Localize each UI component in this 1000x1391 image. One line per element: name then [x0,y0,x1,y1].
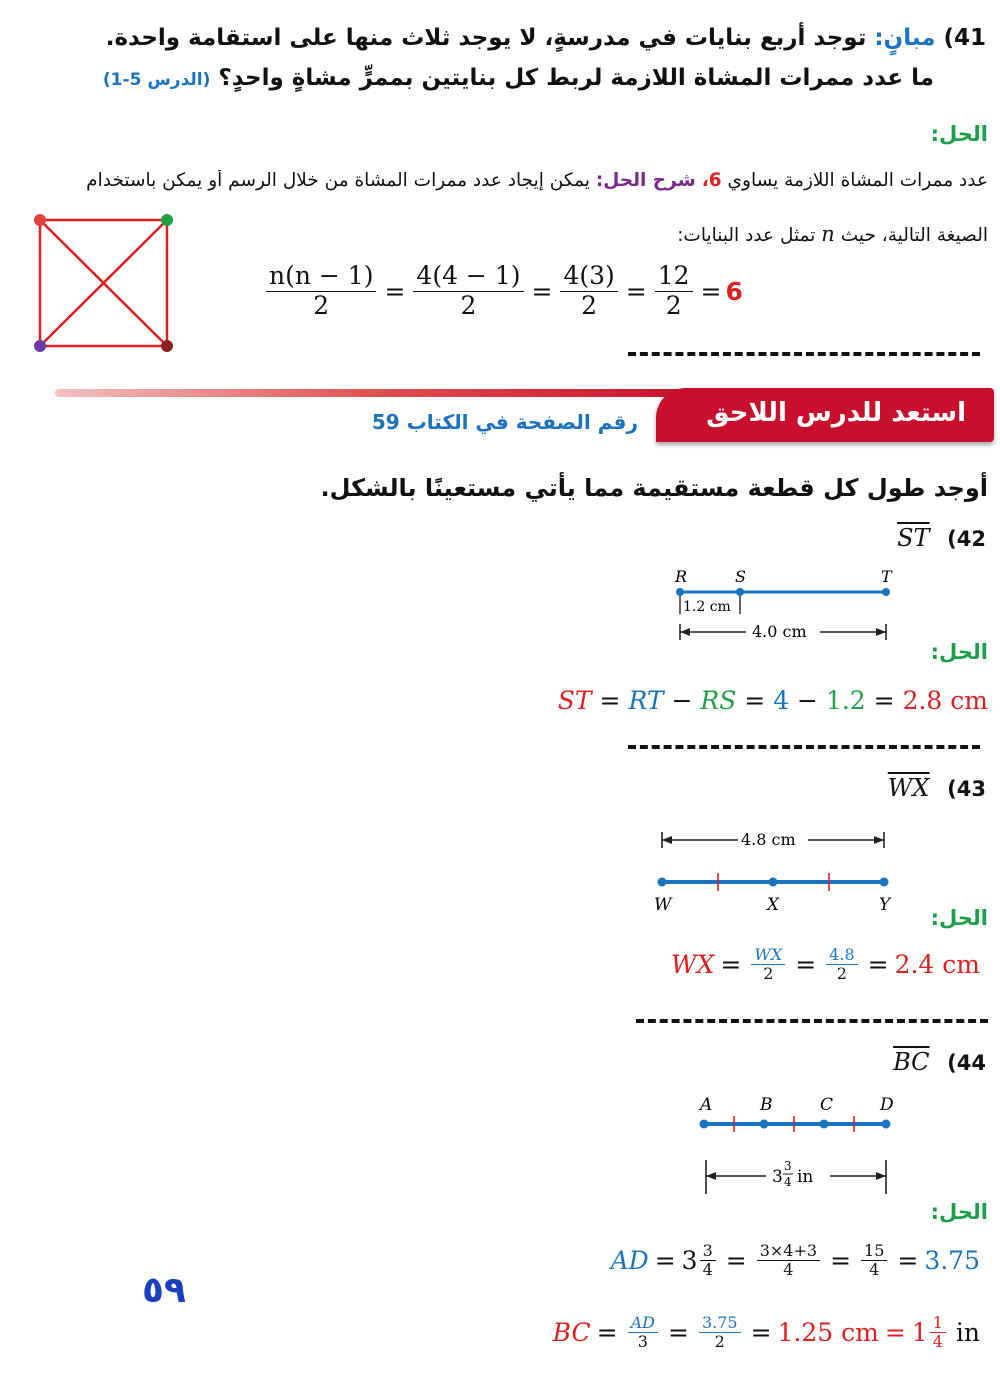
q44-number: 44) [947,1051,986,1075]
eq-sign: = [654,1246,676,1276]
q44-equation2 [553,1314,980,1352]
len-den: 4 [784,1175,792,1189]
q44-eq1-frac2 [757,1242,820,1280]
label-w: W [654,895,672,915]
q41-frac2-den: 2 [460,290,477,320]
len-num: 3 [784,1159,792,1173]
q43-frac2-num: 4.8 [826,946,857,965]
q41-lesson-ref: (الدرس 5-1) [102,70,211,90]
label-t: T [881,567,892,586]
q43-eq-res: 2.4 cm [894,950,980,980]
arrow-head [876,628,886,636]
q41-block [6,18,986,100]
eq-sign: = [384,276,406,306]
q41-number: 41) [943,25,986,51]
q41-solution-label: الحل: [930,122,988,146]
label-s: S [735,567,746,586]
eq-sign: = [897,1246,919,1276]
q42-eq-c: RS [700,686,737,715]
label-y: Y [879,895,891,915]
q41-frac3 [560,262,617,321]
point-t [882,588,890,596]
eq-sign: = [884,1318,906,1348]
vertex-dot [161,340,173,352]
q44-eq2-frac2 [699,1314,741,1352]
q42-eq-a: ST [557,686,592,715]
eq-sign: = [700,276,722,306]
q41-frac1-num: n(n − 1) [266,262,376,292]
q44-segment: $\overline{BC}$ [893,1048,930,1076]
q43-equation [671,946,980,984]
q44-eq2-mixed-whole: 1 [911,1318,928,1348]
eq-sign: = [531,276,553,306]
banner-stripe [55,389,695,397]
vertex-dot [34,214,46,226]
q44-eq2-frac1-den: 3 [637,1332,648,1352]
q44-eq1-mixed-num: 3 [700,1242,716,1261]
q43-segment-figure [648,822,900,916]
q41-sol-text-a: عدد ممرات المشاة اللازمة يساوي [727,170,988,191]
label-c: C [820,1095,834,1115]
banner-tab [656,388,994,442]
q44-eq2-mixed-den: 4 [932,1332,943,1352]
point-x [769,878,778,887]
eq-sign: = [795,950,817,980]
q44-eq1-res: 3.75 [924,1246,980,1276]
arrow-head [874,836,884,844]
q43-frac2-den: 2 [836,964,847,984]
point-c [820,1120,829,1129]
point-w [658,878,667,887]
point-a [700,1120,709,1129]
eq-sign: = [667,1318,689,1348]
len-unit: in [797,1167,814,1187]
point-s [736,588,744,596]
eq-sign: = [596,1318,618,1348]
banner-title: استعد للدرس اللاحق [706,398,966,428]
arrow-head [706,1172,716,1180]
q41-text1: توجد أربع بنايات في مدرسةٍ، لا يوجد ثلاث منها على استقامة واحدة. [105,25,867,51]
eq-sign: = [599,686,621,715]
q41-result: 6 [725,276,743,306]
q42-segment: $\overline{ST}$ [897,524,930,552]
q44-solution-label: الحل: [930,1200,988,1224]
q44-eq2-frac1-num: AD [628,1314,658,1333]
q41-frac2 [413,262,523,321]
q44-eq2-a: BC [552,1318,591,1348]
q44-eq1-frac3-num: 15 [861,1242,887,1261]
q44-eq2-mixed-num: 1 [930,1314,946,1333]
q44-eq1-frac2-den: 4 [783,1260,794,1280]
q44-eq1-a: AD [610,1246,649,1276]
label-a: A [700,1095,713,1115]
separator-dashes [628,352,980,356]
q43-eq-a: WX [670,950,715,980]
q41-sol-expl-label: شرح الحل: [595,170,696,191]
q42-equation [558,686,988,715]
q43-segment: $\overline{WX}$ [887,774,930,802]
minus-sign: − [671,686,693,715]
q44-heading [893,1048,986,1076]
q44-eq2-frac1 [628,1314,658,1352]
eq-sign: = [873,686,895,715]
q41-sol-var: n [821,222,835,246]
q43-frac1 [751,946,785,984]
label-b: B [760,1095,773,1115]
q44-eq1-mixed-whole: 3 [681,1246,698,1276]
q42-eq-d: 4 [773,686,790,715]
q42-segment-figure [664,562,904,648]
point-r [676,588,684,596]
q41-text2: ما عدد ممرات المشاة اللازمة لربط كل بنايتين بممرٍّ مشاةٍ واحدٍ؟ [218,65,934,91]
q43-frac2 [826,946,857,984]
q41-frac2-num: 4(4 − 1) [413,262,523,292]
point-d [882,1120,891,1129]
instruction: أوجد طول كل قطعة مستقيمة مما يأتي مستعينًا بالشكل. [320,474,988,502]
separator-dashes [636,1019,988,1023]
vertex-dot [34,340,46,352]
arrow-head [662,836,672,844]
separator-dashes [628,745,980,749]
q41-formula [262,262,743,321]
q41-sol-text-b: يمكن إيجاد عدد ممرات المشاة من خلال الرسم أو يمكن باستخدام [86,170,590,191]
q44-eq1-frac3-den: 4 [869,1260,880,1280]
q44-eq2-frac2-den: 2 [714,1332,725,1352]
q41-frac4-den: 2 [665,290,682,320]
q44-eq2-frac2-num: 3.75 [699,1314,741,1333]
q43-frac1-den: 2 [763,964,774,984]
q44-eq1-frac3 [861,1242,887,1280]
arrow-head [876,1172,886,1180]
q41-frac4-num: 12 [655,262,693,292]
q44-eq1-mixed-frac [700,1242,716,1280]
q41-sol-answer: 6، [701,170,722,191]
point-b [760,1120,769,1129]
q41-solution-line1 [3,170,988,191]
point-y [880,878,889,887]
label-d: D [880,1095,894,1115]
q44-eq2-mixed-frac [930,1314,946,1352]
q41-frac3-num: 4(3) [560,262,617,292]
q44-eq1-frac2-num: 3×4+3 [757,1242,820,1261]
len-small-label: 1.2 cm [683,599,731,615]
q44-equation1 [611,1242,980,1280]
q43-number: 43) [947,777,986,801]
len-total-label: 4.0 cm [752,622,807,641]
q41-frac4 [655,262,693,321]
eq-sign: = [725,1246,747,1276]
eq-sign: = [830,1246,852,1276]
q44-eq1-mixed-den: 4 [702,1260,713,1280]
eq-sign: = [625,276,647,306]
minus-sign: − [797,686,818,715]
len-total-label: 4.8 cm [741,830,796,849]
vertex-dot [161,214,173,226]
q42-heading [897,524,986,552]
q41-frac3-den: 2 [581,290,598,320]
eq-sign: = [744,686,766,715]
q43-frac1-num: WX [751,946,785,965]
label-r: R [675,567,688,586]
q41-frac1-den: 2 [313,290,330,320]
arrow-head [680,628,690,636]
q43-heading [888,774,986,802]
label-x: X [767,895,780,915]
q41-sol-text-c: الصيغة التالية، حيث [840,225,988,246]
len-whole: 3 [772,1167,783,1187]
eq-sign: = [867,950,889,980]
q42-solution-label: الحل: [930,640,988,664]
q42-eq-b: RT [628,686,664,715]
q41-square-diagram [28,208,180,360]
page-number: ٥٩ [142,1270,186,1311]
q41-solution-line2 [677,222,988,246]
q41-line1 [6,18,986,58]
q44-eq2-unit: in [955,1318,980,1348]
eq-sign: = [750,1318,772,1348]
q41-tag: مبانٍ: [874,25,936,51]
banner-page-ref: رقم الصفحة في الكتاب 59 [371,410,638,434]
q43-solution-label: الحل: [930,906,988,930]
q41-sol-text-d: تمثل عدد البنايات: [677,225,816,246]
eq-sign: = [720,950,742,980]
q42-eq-f: 2.8 cm [902,686,988,715]
q42-eq-e: 1.2 [825,686,866,715]
q42-number: 42) [947,527,986,551]
q44-segment-figure [690,1090,904,1202]
q41-line2 [6,58,934,100]
q44-eq2-res: 1.25 cm [777,1318,879,1348]
q41-frac1 [266,262,376,321]
